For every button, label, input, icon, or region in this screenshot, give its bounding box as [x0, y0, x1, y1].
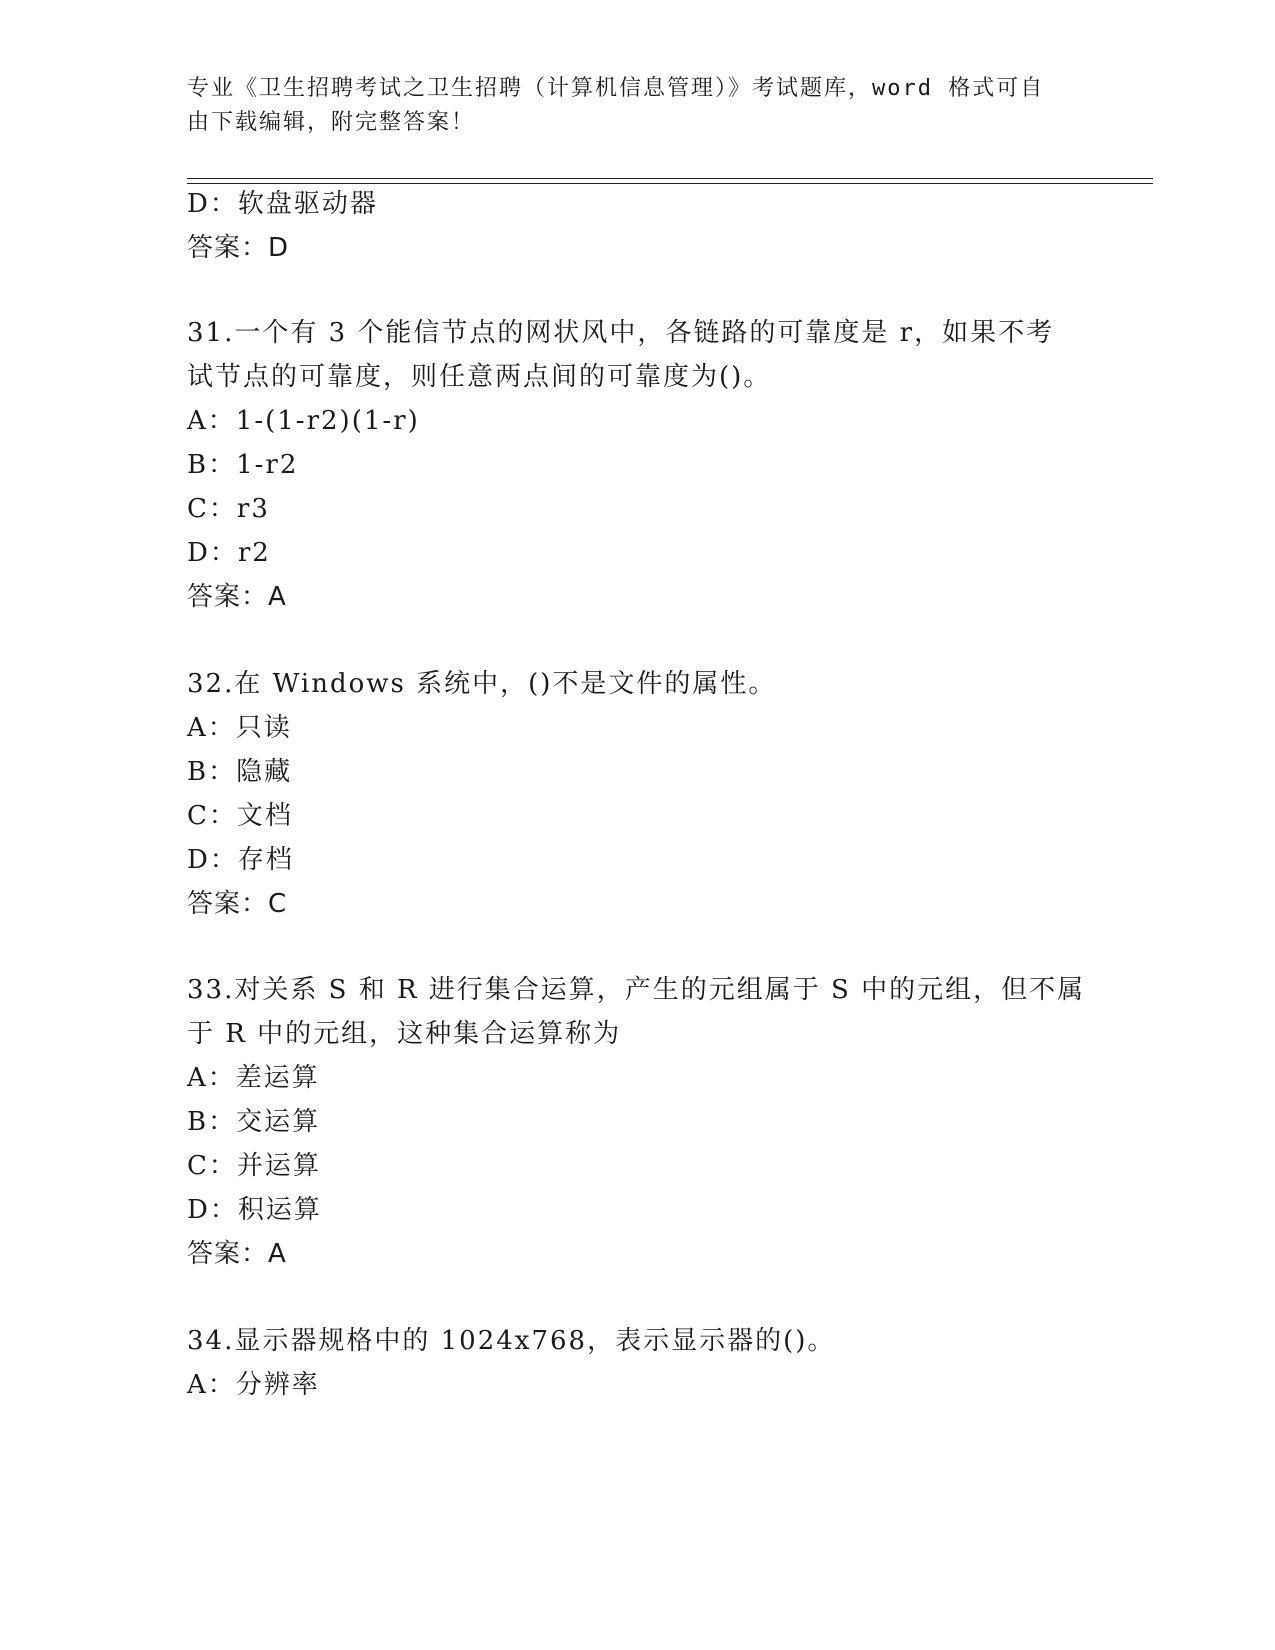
answer-q32: 答案：C [187, 889, 288, 919]
answer-q31: 答案：A [187, 582, 287, 612]
option-q32-c: C：文档 [187, 801, 293, 831]
option-q32-d: D：存档 [187, 845, 294, 875]
option-q33-d: D：积运算 [187, 1195, 322, 1225]
header-line-2: 由下载编辑，附完整答案！ [187, 110, 476, 135]
answer-q30: 答案：D [187, 233, 290, 263]
option-q31-c: C：r3 [187, 494, 270, 524]
option-q33-b: B：交运算 [187, 1107, 321, 1137]
question-33-line-2: 于 R 中的元组，这种集合运算称为 [187, 1019, 622, 1049]
option-q33-c: C：并运算 [187, 1151, 321, 1181]
option-q31-d: D：r2 [187, 538, 271, 568]
question-34-line-1: 34.显示器规格中的 1024x768，表示显示器的()。 [187, 1326, 836, 1356]
header-divider-bottom [187, 183, 1153, 184]
header-line-1: 专业《卫生招聘考试之卫生招聘（计算机信息管理）》考试题库，word 格式可自 [187, 76, 1045, 101]
option-q34-a: A：分辨率 [187, 1370, 320, 1400]
option-q32-a: A：只读 [187, 713, 292, 743]
question-33-line-1: 33.对关系 S 和 R 进行集合运算，产生的元组属于 S 中的元组，但不属 [187, 975, 1086, 1005]
question-31-line-1: 31.一个有 3 个能信节点的网状风中，各链路的可靠度是 r，如果不考 [187, 318, 1055, 348]
question-31-line-2: 试节点的可靠度，则任意两点间的可靠度为()。 [187, 362, 772, 392]
option-q30-d: D：软盘驱动器 [187, 189, 378, 219]
answer-q33: 答案：A [187, 1239, 287, 1269]
header-divider-top [187, 178, 1153, 179]
question-32-line-1: 32.在 Windows 系统中，()不是文件的属性。 [187, 669, 777, 699]
option-q32-b: B：隐藏 [187, 757, 293, 787]
option-q33-a: A：差运算 [187, 1063, 320, 1093]
option-q31-a: A：1-(1-r2)(1-r) [187, 406, 420, 436]
option-q31-b: B：1-r2 [187, 450, 299, 480]
document-header [187, 72, 1077, 140]
